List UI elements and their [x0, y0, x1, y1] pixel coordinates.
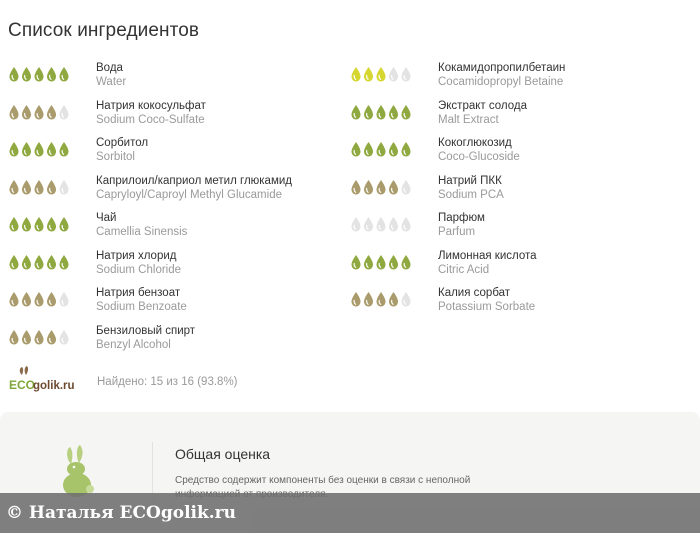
- drop-filled-icon: [352, 67, 361, 82]
- drop-filled-icon: [22, 255, 31, 270]
- drop-filled-icon: [60, 255, 69, 270]
- drop-filled-icon: [35, 180, 44, 195]
- ingredient-item[interactable]: [8, 175, 338, 209]
- ingredient-item[interactable]: [8, 62, 338, 96]
- found-count: Найдено: 15 из 16 (93.8%): [97, 376, 238, 388]
- drop-filled-icon: [402, 142, 411, 157]
- ingredient-inci: Sodium Chloride: [96, 264, 182, 276]
- ingredient-inci: Coco-Glucoside: [438, 151, 520, 163]
- drop-filled-icon: [47, 142, 56, 157]
- ingredient-inci: Camellia Sinensis: [96, 226, 188, 238]
- ingredient-inci: Citric Acid: [438, 264, 490, 276]
- ingredient-inci: Capryloyl/Caproyl Methyl Glucamide: [96, 189, 282, 201]
- drop-filled-icon: [35, 330, 44, 345]
- drop-filled-icon: [352, 292, 361, 307]
- rating-drops-icon: [8, 214, 78, 234]
- summary-title: Общая оценка: [175, 446, 271, 462]
- drop-filled-icon: [389, 142, 398, 157]
- ingredient-name[interactable]: Лимонная кислота: [438, 250, 537, 262]
- drop-filled-icon: [377, 67, 386, 82]
- ingredient-name[interactable]: Вода: [96, 62, 123, 74]
- ingredient-name[interactable]: Экстракт солода: [438, 100, 527, 112]
- drop-filled-icon: [22, 105, 31, 120]
- ingredient-name[interactable]: Натрия кокосульфат: [96, 100, 206, 112]
- drop-filled-icon: [10, 142, 19, 157]
- ingredient-inci: Malt Extract: [438, 114, 499, 126]
- drop-filled-icon: [377, 255, 386, 270]
- ingredient-item[interactable]: [350, 287, 690, 321]
- drop-filled-icon: [389, 292, 398, 307]
- ingredient-inci: Sodium Benzoate: [96, 301, 187, 313]
- drop-filled-icon: [10, 217, 19, 232]
- drop-filled-icon: [389, 255, 398, 270]
- drop-filled-icon: [35, 105, 44, 120]
- drop-filled-icon: [377, 292, 386, 307]
- ingredient-name[interactable]: Каприлоил/каприол метил глюкамид: [96, 175, 292, 187]
- drop-filled-icon: [60, 217, 69, 232]
- ingredient-name[interactable]: Натрия хлорид: [96, 250, 177, 262]
- drop-filled-icon: [364, 142, 373, 157]
- drop-filled-icon: [377, 180, 386, 195]
- drop-filled-icon: [47, 255, 56, 270]
- rating-drops-icon: [8, 102, 78, 122]
- ingredient-name[interactable]: Кокамидопропилбетаин: [438, 62, 566, 74]
- ingredient-item[interactable]: [350, 250, 690, 284]
- drop-filled-icon: [35, 142, 44, 157]
- drop-filled-icon: [35, 217, 44, 232]
- drop-filled-icon: [22, 67, 31, 82]
- drop-empty-icon: [389, 217, 398, 232]
- drop-filled-icon: [47, 67, 56, 82]
- rating-drops-icon: [8, 327, 78, 347]
- drop-filled-icon: [60, 142, 69, 157]
- drop-filled-icon: [364, 67, 373, 82]
- drop-filled-icon: [389, 105, 398, 120]
- drop-filled-icon: [352, 105, 361, 120]
- rating-drops-icon: [8, 252, 78, 272]
- rating-drops-icon: [350, 139, 420, 159]
- ingredient-item[interactable]: [350, 100, 690, 134]
- rating-drops-icon: [350, 102, 420, 122]
- ingredient-name[interactable]: Сорбитол: [96, 137, 149, 149]
- rating-drops-icon: [350, 252, 420, 272]
- drop-filled-icon: [10, 255, 19, 270]
- drop-filled-icon: [47, 105, 56, 120]
- ingredient-name[interactable]: Натрия бензоат: [96, 287, 181, 299]
- ingredient-name[interactable]: Чай: [96, 212, 117, 224]
- drop-filled-icon: [47, 330, 56, 345]
- drop-filled-icon: [402, 105, 411, 120]
- ingredient-inci: Benzyl Alcohol: [96, 339, 171, 351]
- ingredient-inci: Potassium Sorbate: [438, 301, 536, 313]
- ingredient-name[interactable]: Парфюм: [438, 212, 485, 224]
- ingredient-item[interactable]: [8, 250, 338, 284]
- drop-empty-icon: [389, 67, 398, 82]
- ecogolik-logo[interactable]: [8, 365, 88, 393]
- drop-empty-icon: [364, 217, 373, 232]
- rating-drops-icon: [350, 289, 420, 309]
- drop-empty-icon: [60, 330, 69, 345]
- drop-filled-icon: [47, 180, 56, 195]
- rating-drops-icon: [350, 214, 420, 234]
- rating-drops-icon: [350, 64, 420, 84]
- ingredient-inci: Parfum: [438, 226, 476, 238]
- ingredient-inci: Sodium Coco-Sulfate: [96, 114, 205, 126]
- drop-filled-icon: [377, 142, 386, 157]
- drop-filled-icon: [364, 105, 373, 120]
- logo-eco-text: ECO: [9, 378, 36, 392]
- ingredient-name[interactable]: Кокоглюкозид: [438, 137, 512, 149]
- drop-filled-icon: [364, 180, 373, 195]
- rabbit-mascot-icon: [54, 445, 100, 497]
- ingredient-inci: Sorbitol: [96, 151, 135, 163]
- drop-filled-icon: [22, 142, 31, 157]
- ingredient-inci: Cocamidopropyl Betaine: [438, 76, 564, 88]
- drop-filled-icon: [22, 330, 31, 345]
- drop-filled-icon: [352, 255, 361, 270]
- ingredient-item[interactable]: [8, 212, 338, 246]
- drop-empty-icon: [352, 217, 361, 232]
- drop-empty-icon: [60, 292, 69, 307]
- drop-empty-icon: [402, 217, 411, 232]
- page-title: Список ингредиентов: [8, 20, 200, 41]
- rating-drops-icon: [8, 139, 78, 159]
- summary-text: Средство содержит компоненты без оценки в связи с неполной: [175, 475, 471, 486]
- drop-filled-icon: [10, 105, 19, 120]
- ingredient-inci: Water: [96, 76, 127, 88]
- ingredient-item[interactable]: [8, 325, 338, 359]
- drop-filled-icon: [389, 180, 398, 195]
- drop-empty-icon: [377, 217, 386, 232]
- drop-filled-icon: [10, 180, 19, 195]
- drop-filled-icon: [377, 105, 386, 120]
- ecogolik-logo-icon: [8, 365, 88, 393]
- drop-filled-icon: [35, 67, 44, 82]
- drop-empty-icon: [402, 292, 411, 307]
- rating-drops-icon: [350, 177, 420, 197]
- rating-drops-icon: [8, 289, 78, 309]
- drop-filled-icon: [35, 292, 44, 307]
- drop-filled-icon: [22, 180, 31, 195]
- drop-filled-icon: [10, 330, 19, 345]
- drop-filled-icon: [47, 217, 56, 232]
- rating-drops-icon: [8, 64, 78, 84]
- drop-filled-icon: [364, 255, 373, 270]
- drop-filled-icon: [60, 67, 69, 82]
- rating-drops-icon: [8, 177, 78, 197]
- drop-empty-icon: [402, 180, 411, 195]
- drop-empty-icon: [402, 67, 411, 82]
- ingredient-name[interactable]: Бензиловый спирт: [96, 325, 196, 337]
- ingredient-item[interactable]: [350, 212, 690, 246]
- drop-filled-icon: [35, 255, 44, 270]
- drop-filled-icon: [364, 292, 373, 307]
- drop-filled-icon: [352, 142, 361, 157]
- watermark-text: © Наталья ECOgolik.ru: [6, 503, 236, 523]
- drop-empty-icon: [60, 180, 69, 195]
- ingredient-item[interactable]: [350, 137, 690, 171]
- ingredient-name[interactable]: Натрий ПКК: [438, 175, 502, 187]
- ingredient-item[interactable]: [8, 287, 338, 321]
- drop-filled-icon: [402, 255, 411, 270]
- drop-filled-icon: [22, 292, 31, 307]
- drop-filled-icon: [47, 292, 56, 307]
- ingredient-item[interactable]: [350, 62, 690, 96]
- drop-filled-icon: [22, 217, 31, 232]
- ingredient-item[interactable]: [8, 100, 338, 134]
- logo-rest-text: golik.ru: [33, 380, 75, 392]
- drop-empty-icon: [60, 105, 69, 120]
- ingredient-inci: Sodium PCA: [438, 189, 504, 201]
- drop-filled-icon: [10, 67, 19, 82]
- ingredient-item[interactable]: [8, 137, 338, 171]
- drop-filled-icon: [352, 180, 361, 195]
- ingredient-item[interactable]: [350, 175, 690, 209]
- drop-filled-icon: [10, 292, 19, 307]
- ingredient-name[interactable]: Калия сорбат: [438, 287, 511, 299]
